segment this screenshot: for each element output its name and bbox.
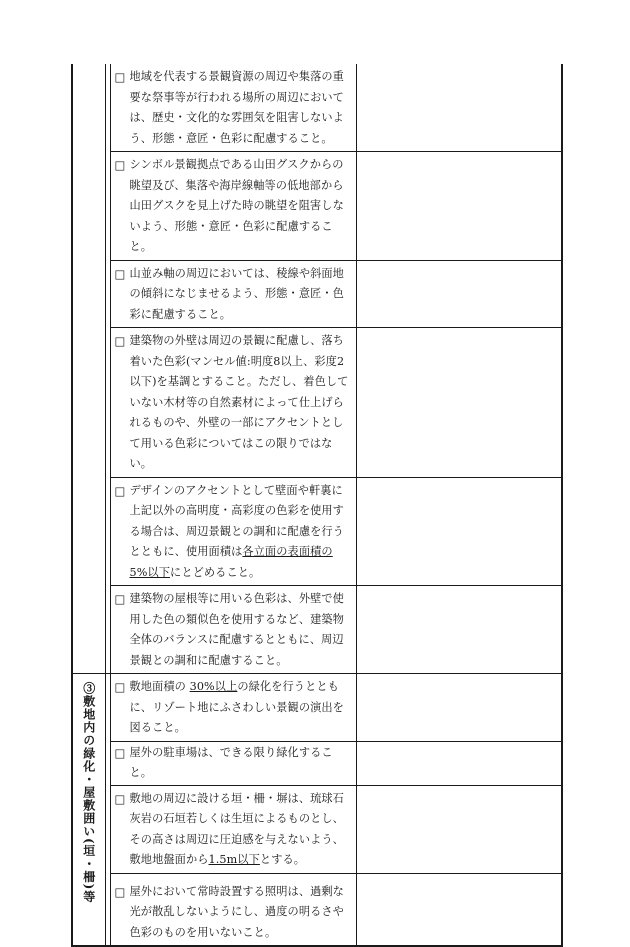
guideline-item <box>110 328 356 478</box>
section-label-cell <box>72 674 105 947</box>
check-column-cell[interactable] <box>356 64 562 152</box>
checkbox-icon[interactable]: □ <box>114 483 126 498</box>
section-label: ③敷地内の緑化・屋敷囲い(垣・柵)等 <box>81 682 96 904</box>
checkbox-icon[interactable]: □ <box>114 884 126 899</box>
check-column-cell[interactable] <box>356 741 562 785</box>
checkbox-icon[interactable]: □ <box>114 745 126 760</box>
check-column-cell[interactable] <box>356 152 562 261</box>
guideline-item <box>110 586 356 674</box>
checkbox-icon[interactable]: □ <box>114 680 126 694</box>
check-column-cell[interactable] <box>356 477 562 586</box>
item-text: 敷地面積の 30%以上の緑化を行うとともに、リゾート地にふさわしい景観の演出を図ること。 <box>129 680 344 734</box>
guideline-table <box>71 64 563 947</box>
check-column-cell[interactable] <box>356 260 562 328</box>
guideline-item <box>110 64 356 152</box>
guideline-item <box>110 152 356 261</box>
checkbox-icon[interactable]: □ <box>114 791 126 806</box>
checkbox-icon[interactable]: □ <box>114 70 126 84</box>
item-text: 建築物の外壁は周辺の景観に配慮し、落ち着いた色彩(マンセル値:明度8以上、彩度2以下)を基調とすること。ただし、着色していない木材等の自然素材によって仕上げられるものや、外壁の一部にアクセントとして用いる色彩についてはこの限りではない。 <box>129 334 349 470</box>
guideline-item <box>110 260 356 328</box>
check-column-cell[interactable] <box>356 785 562 873</box>
check-column-cell[interactable] <box>356 586 562 674</box>
item-text: 建築物の屋根等に用いる色彩は、外壁で使用した色の類似色を使用するなど、建築物全体のバランスに配慮するとともに、周辺景観との調和に配慮すること。 <box>129 592 344 667</box>
check-column-cell[interactable] <box>356 328 562 478</box>
guideline-item <box>110 873 356 946</box>
checklist-sheet <box>71 64 561 947</box>
item-text: 屋外において常時設置する照明は、過剰な光が散乱しないようにし、過度の明るさや色彩のものを用いないこと。 <box>129 884 344 939</box>
item-text: 地域を代表する景観資源の周辺や集落の重要な祭事等が行われる場所の周辺においては、歴史・文化的な雰囲気を阻害しないよう、形態・意匠・色彩に配慮すること。 <box>129 70 344 145</box>
guideline-item <box>110 785 356 873</box>
guideline-item <box>110 477 356 586</box>
item-text: 敷地の周辺に設ける垣・柵・塀は、琉球石灰岩の石垣若しくは生垣によるものとし、その高さは周辺に圧迫感を与えないよう、敷地地盤面から1.5m以下とする。 <box>129 791 344 866</box>
checkbox-icon[interactable]: □ <box>114 158 126 172</box>
checkbox-icon[interactable]: □ <box>114 592 126 606</box>
checkbox-icon[interactable]: □ <box>114 334 126 348</box>
item-text: 屋外の駐車場は、できる限り緑化すること。 <box>129 745 333 779</box>
guideline-item <box>110 741 356 785</box>
item-text: シンボル景観拠点である山田グスクからの眺望及び、集落や海岸線軸等の低地部から山田グスクを見上げた時の眺望を阻害しないよう、形態・意匠・色彩に配慮すること。 <box>129 158 344 253</box>
item-text: 山並み軸の周辺においては、稜線や斜面地の傾斜になじませるよう、形態・意匠・色彩に配慮すること。 <box>129 266 344 321</box>
check-column-cell[interactable] <box>356 873 562 946</box>
item-text: デザインのアクセントとして壁面や軒裏に上記以外の高明度・高彩度の色彩を使用する場合は、周辺景観との調和に配慮を行うとともに、使用面積は各立面の表面積の 5%以下にとどめること。 <box>129 483 344 579</box>
guideline-item <box>110 674 356 742</box>
category-cell-continued <box>72 64 105 674</box>
check-column-cell[interactable] <box>356 674 562 742</box>
checkbox-icon[interactable]: □ <box>114 266 126 281</box>
